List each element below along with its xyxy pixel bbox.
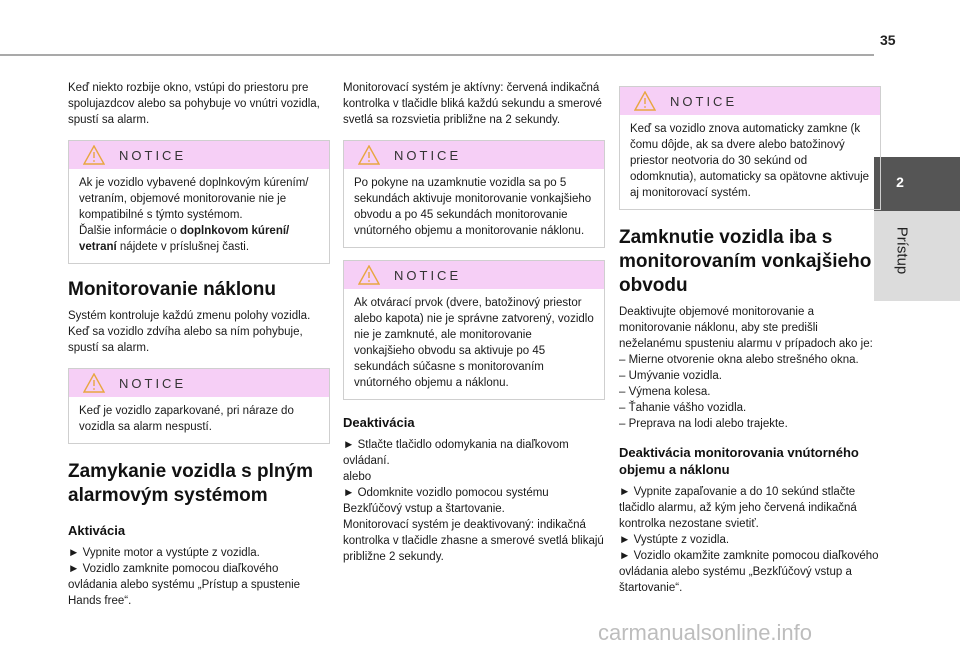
activation-step-1: ► Vypnite motor a vystúpte z vozidla. (68, 547, 260, 559)
notice-box (619, 86, 881, 210)
notice-text-ref (79, 223, 319, 255)
chapter-label (892, 222, 912, 282)
notice-body (620, 115, 880, 209)
list-item: – Ťahanie vášho vozidla. (619, 402, 747, 414)
notice-header (620, 87, 880, 115)
list-item: – Preprava na lodi alebo trajekte. (619, 418, 788, 430)
heading-activation: Aktivácia (68, 523, 126, 538)
notice-body (344, 169, 604, 247)
top-rule (0, 54, 874, 56)
column-1 (68, 80, 330, 609)
warning-icon (634, 91, 656, 111)
notice-title: NOTICE (670, 94, 738, 109)
tilt-text: Systém kontroluje každú zmenu polohy vozidla. Keď sa vozidlo zdvíha alebo sa ním pohybuje, spustí sa alarm. (68, 310, 311, 354)
notice-ref-bold: doplnkovom kúrení/ vetraní (79, 225, 290, 253)
notice-box (68, 140, 330, 264)
perimeter-text: Deaktivujte objemové monitorovanie a monitorovanie náklonu, aby ste predišli neželanému spusteniu alarmu v prípadoch ako je: (619, 306, 873, 350)
notice-box (68, 368, 330, 444)
notice-body (69, 169, 329, 263)
heading-deact-volume: Deaktivácia monitorovania vnútorného objemu a náklonu (619, 445, 859, 477)
warning-icon (83, 145, 105, 165)
heading-tilt: Monitorovanie náklonu (68, 279, 276, 300)
notice-text: Ak je vozidlo vybavené doplnkovým kúrením/ vetraním, objemové monitorovanie nie je kompatibilné s týmto systémom. (79, 177, 309, 221)
notice-text: Po pokyne na uzamknutie vozidla sa po 5 sekundách aktivuje monitorovanie vonkajšieho obvodu a po 45 sekundách monitorovanie vnútorného objemu a monitorovanie náklonu. (354, 177, 592, 237)
column-3 (619, 80, 881, 596)
monitoring-text: Monitorovací systém je aktívny: červená indikačná kontrolka v tlačidle bliká každú sekundu a smerové svetlá sa rozsvietia približne na 2 sekundy. (343, 82, 602, 126)
notice-header (344, 261, 604, 289)
notice-title: NOTICE (394, 148, 462, 163)
deactivation-step-2: ► Odomknite vozidlo pomocou systému Bezkľúčový vstup a štartovanie. (343, 487, 549, 515)
notice-box (343, 260, 605, 400)
chapter-number: 2 (896, 174, 904, 190)
heading-deactivation: Deaktivácia (343, 415, 415, 430)
warning-icon (358, 145, 380, 165)
heading-perimeter: Zamknutie vozidla iba s monitorovaním vonkajšieho obvodu (619, 227, 872, 296)
list-item: – Mierne otvorenie okna alebo strešného okna. (619, 354, 859, 366)
chapter-tab-label-bg (874, 211, 960, 301)
notice-header (69, 141, 329, 169)
volume-step-1: ► Vypnite zapaľovanie a do 10 sekúnd stlačte tlačidlo alarmu, až kým jeho červená indikačná kontrolka nezostane svietiť. (619, 486, 857, 530)
column-2 (343, 80, 605, 565)
notice-body (344, 289, 604, 399)
notice-title: NOTICE (394, 268, 462, 283)
notice-text: Ak otvárací prvok (dvere, batožinový priestor alebo kapota) nie je správne zatvorený, vozidlo nie je zamknuté, ale monitorovanie vonkajšieho obvodu sa aktivuje po 45 sekundách súčasne s monitorovaním vnútorného objemu a náklonu. (354, 297, 594, 389)
list-item: – Umývanie vozidla. (619, 370, 722, 382)
notice-title: NOTICE (119, 148, 187, 163)
intro-text: Keď niekto rozbije okno, vstúpi do priestoru pre spolujazdcov alebo sa pohybuje vo vnútri vozidla, spustí sa alarm. (68, 82, 320, 126)
activation-step-2: ► Vozidlo zamknite pomocou diaľkového ovládania alebo systému „Prístup a spustenie Hands free“. (68, 563, 301, 607)
notice-header (344, 141, 604, 169)
chapter-tab[interactable] (874, 157, 960, 211)
deactivation-or: alebo (343, 471, 372, 483)
notice-header (69, 369, 329, 397)
notice-ref-suffix: nájdete v príslušnej časti. (116, 241, 250, 253)
volume-step-3: ► Vozidlo okamžite zamknite pomocou diaľkového ovládania alebo systému „Bezkľúčový vstup a štartovanie“. (619, 550, 879, 594)
warning-icon (83, 373, 105, 393)
list-item: – Výmena kolesa. (619, 386, 711, 398)
page-number: 35 (880, 32, 896, 48)
chapter-label-text: Prístup (893, 226, 911, 275)
watermark: carmanualsonline.info (598, 620, 813, 645)
heading-full-alarm: Zamykanie vozidla s plným alarmovým systémom (68, 461, 313, 506)
notice-title: NOTICE (119, 376, 187, 391)
volume-step-2: ► Vystúpte z vozidla. (619, 534, 730, 546)
notice-text: Keď je vozidlo zaparkované, pri náraze do vozidla sa alarm nespustí. (79, 405, 294, 433)
deactivation-step-1: ► Stlačte tlačidlo odomykania na diaľkovom ovládaní. (343, 439, 569, 467)
notice-body (69, 397, 329, 443)
notice-box (343, 140, 605, 248)
warning-icon (358, 265, 380, 285)
deactivation-result: Monitorovací systém je deaktivovaný: indikačná kontrolka v tlačidle zhasne a smerové svetlá blikajú približne 2 sekundy. (343, 519, 604, 563)
notice-ref-prefix: Ďalšie informácie o (79, 225, 180, 237)
notice-text: Keď sa vozidlo znova automaticky zamkne (k čomu dôjde, ak sa dvere alebo batožinový priestor neotvoria do 30 sekúnd od odomknutia), automaticky sa opätovne aktivuje aj monitorovací systém. (630, 123, 870, 199)
